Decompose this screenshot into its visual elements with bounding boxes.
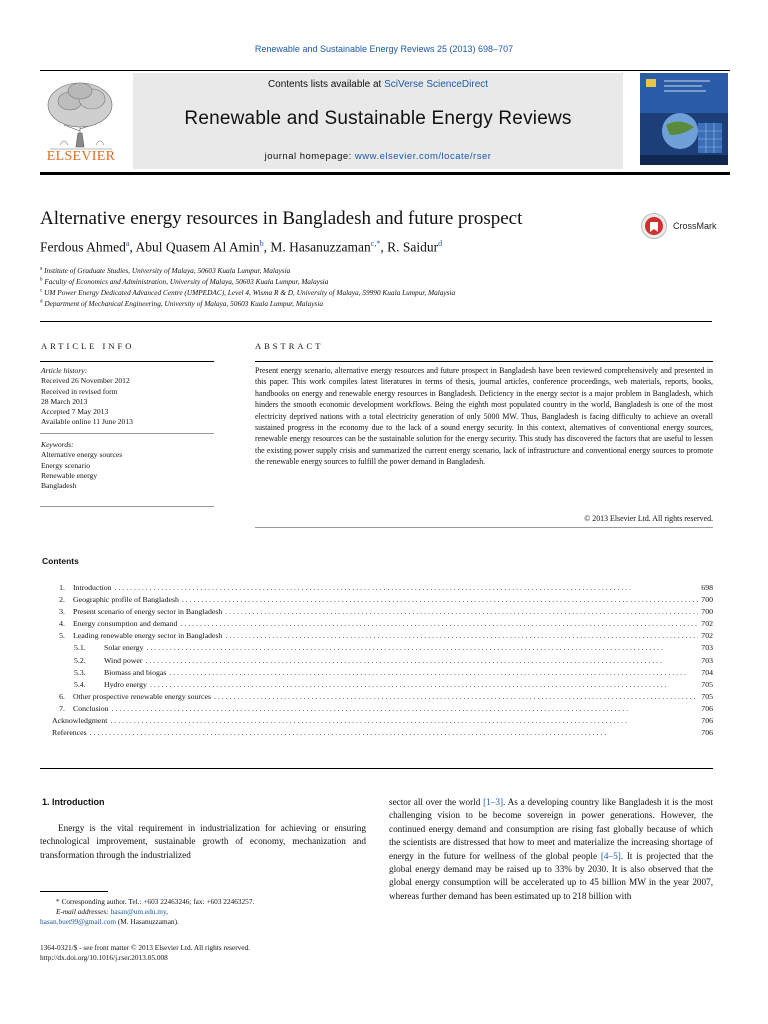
journal-title: Renewable and Sustainable Energy Reviews: [184, 108, 572, 129]
toc-entry[interactable]: [40, 643, 713, 655]
author-affiliation-marker[interactable]: c,*: [370, 239, 381, 248]
toc-entry[interactable]: [40, 583, 713, 595]
toc-entry[interactable]: [40, 668, 713, 680]
affiliation-d: [40, 299, 323, 308]
footnote-email-2: [40, 917, 366, 927]
toc-page-number[interactable]: 700: [701, 595, 713, 605]
toc-label[interactable]: Conclusion: [73, 703, 109, 713]
toc-number: 2.: [59, 595, 65, 605]
header-thick-rule: [40, 172, 730, 175]
doi-link[interactable]: http://dx.doi.org/10.1016/j.rser.2013.05.008: [40, 953, 168, 963]
author-list: [40, 239, 442, 256]
keyword: Renewable energy: [41, 470, 98, 480]
author-affiliation-marker[interactable]: b: [259, 239, 264, 248]
toc-entry[interactable]: [40, 595, 713, 607]
table-of-contents: [40, 583, 713, 740]
author-separator: ,: [380, 239, 388, 255]
journal-cover-thumbnail[interactable]: [640, 73, 728, 165]
history-label: Article history:: [41, 366, 88, 375]
front-matter-info: [40, 943, 366, 963]
homepage-prefix: journal homepage:: [264, 151, 355, 162]
toc-leader-dots: [169, 668, 698, 677]
email-link[interactable]: hasan@um.edu.my: [110, 907, 167, 917]
author-name[interactable]: R. Saidur: [387, 239, 439, 255]
info-rule: [40, 506, 214, 507]
toc-number: 6.: [59, 691, 65, 701]
toc-entry[interactable]: [40, 716, 713, 728]
affiliation-marker: d: [40, 299, 43, 305]
affiliation-text: UM Power Energy Dedicated Advanced Centre (UMPEDAC), Level 4, Wisma R & D, University of Malaya, 59990 Kuala Lumpur, Malaysia: [44, 288, 456, 297]
toc-label[interactable]: Solar energy: [104, 643, 144, 653]
toc-number: 5.1.: [74, 643, 86, 653]
toc-number: 3.: [59, 607, 65, 617]
history-line: Available online 11 June 2013: [41, 417, 133, 427]
contents-availability: [133, 79, 623, 90]
author-affiliation-marker[interactable]: a: [125, 239, 130, 248]
history-line: Received in revised form: [41, 386, 118, 396]
toc-entry[interactable]: [40, 692, 713, 704]
toc-leader-dots: [150, 680, 698, 689]
keyword: Alternative energy sources: [41, 450, 123, 460]
journal-citation[interactable]: Renewable and Sustainable Energy Reviews 25 (2013) 698–707: [254, 44, 514, 54]
toc-number: 7.: [59, 703, 65, 713]
body-text: . As a developing country like Bangladesh it is the most challenging vision to be become sovereign in power generations. However, the continued energy demand and consumption are rising fast globally because of which the scientists are distressed that how to meet and materialize the increasing shortage of energy in the future for wellness of the global people: [389, 797, 713, 861]
toc-leader-dots: [146, 643, 698, 652]
sciencedirect-link[interactable]: SciVerse ScienceDirect: [384, 79, 489, 90]
keyword: Energy scenario: [41, 460, 90, 470]
affiliation-b: [40, 277, 328, 286]
homepage-link[interactable]: www.elsevier.com/locate/rser: [354, 151, 492, 162]
footnote-emails: [40, 907, 366, 917]
toc-label[interactable]: Wind power: [104, 655, 143, 665]
intro-paragraph: Energy is the vital requirement in industrialization for achieving or ensuring technological improvement, sustainable growth of economy, mechanization and transformation through the industrialized: [40, 823, 366, 860]
crossmark-label[interactable]: CrossMark: [673, 221, 717, 231]
toc-entry[interactable]: [40, 704, 713, 716]
info-rule: [40, 433, 214, 434]
toc-leader-dots: [145, 656, 698, 665]
body-column-right: [389, 796, 713, 903]
toc-leader-dots: [225, 607, 698, 616]
toc-entry[interactable]: [40, 607, 713, 619]
contents-heading: Contents: [42, 556, 79, 566]
keywords: [41, 440, 213, 491]
toc-leader-dots: [90, 728, 699, 737]
toc-entry[interactable]: [40, 656, 713, 668]
toc-leader-dots: [225, 631, 698, 640]
toc-leader-dots: [112, 704, 699, 713]
toc-label[interactable]: Acknowledgment: [52, 716, 108, 726]
affiliation-a: [40, 266, 290, 275]
section-heading-introduction: 1. Introduction: [42, 797, 105, 807]
toc-leader-dots: [110, 716, 698, 725]
toc-label[interactable]: Present scenario of energy sector in Bangladesh: [73, 607, 223, 617]
article-info-rule: [40, 361, 214, 362]
toc-label[interactable]: Introduction: [73, 583, 112, 592]
corresponding-author-footnote: [40, 897, 366, 928]
author-separator: ,: [263, 239, 271, 255]
author-affiliation-marker[interactable]: d: [438, 239, 443, 248]
author-name[interactable]: Abul Quasem Al Amin: [135, 239, 260, 255]
toc-number: 5.: [59, 631, 65, 641]
keyword: Bangladesh: [41, 481, 77, 491]
citation-link[interactable]: [4–5]: [600, 850, 621, 861]
email-label: E-mail addresses:: [56, 907, 111, 917]
toc-number: 5.4.: [74, 679, 86, 689]
publisher-wordmark: ELSEVIER: [46, 149, 116, 164]
author-name[interactable]: Ferdous Ahmed: [40, 239, 126, 255]
history-line: Received 26 November 2012: [41, 376, 130, 386]
toc-page-number[interactable]: 702: [701, 619, 713, 629]
toc-label[interactable]: Leading renewable energy sector in Bangladesh: [73, 631, 223, 641]
author-separator: ,: [129, 239, 136, 255]
toc-number: 4.: [59, 619, 65, 629]
header-rule: [40, 70, 730, 71]
affiliation-marker: a: [40, 266, 43, 272]
toc-leader-dots: [115, 583, 699, 592]
toc-number: 1.: [59, 583, 65, 592]
toc-entry[interactable]: [40, 619, 713, 631]
email-link[interactable]: hasan.buet99@gmail.com: [40, 917, 117, 927]
toc-label[interactable]: References: [52, 728, 87, 738]
toc-page-number[interactable]: 705: [701, 679, 713, 689]
article-title: Alternative energy resources in Bangladesh and future prospect: [40, 208, 523, 229]
toc-page-number[interactable]: 706: [701, 716, 713, 726]
article-history: [41, 366, 213, 428]
toc-page-number[interactable]: 706: [701, 728, 713, 738]
toc-label[interactable]: Energy consumption and demand: [73, 619, 178, 629]
affiliation-text: Institute of Graduate Studies, University of Malaya, 50603 Kuala Lumpur, Malaysia: [44, 266, 291, 275]
body-text: . It is projected that the global energy demand may be raised up to 33% by 2030. It is also observed that the global energy consumption will be accelerated up to 45 billion MW in the year 2007, whereas further demand has been estimated up to 218 billion with: [389, 850, 713, 901]
contents-prefix: Contents lists available at: [267, 79, 385, 90]
toc-number: 5.2.: [74, 655, 86, 665]
journal-homepage: [133, 151, 623, 162]
toc-page-number[interactable]: 706: [701, 703, 713, 713]
footnote-rule: [40, 891, 108, 892]
affiliation-c: [40, 288, 455, 297]
section-divider: [40, 321, 712, 322]
abstract-rule: [255, 527, 713, 528]
footnote-contact: * Corresponding author. Tel.: +603 22463246; fax: +603 22463257.: [56, 897, 255, 906]
toc-page-number[interactable]: 703: [701, 655, 713, 665]
affiliation-marker: c: [40, 288, 43, 294]
toc-leader-dots: [182, 595, 698, 604]
abstract-rule: [255, 361, 713, 362]
toc-label[interactable]: Geographic profile of Bangladesh: [73, 595, 179, 605]
toc-number: 5.3.: [74, 667, 86, 677]
toc-page-number[interactable]: 702: [701, 631, 713, 641]
toc-label[interactable]: Hydro energy: [104, 679, 147, 689]
toc-label[interactable]: Biomass and biogas: [104, 667, 167, 677]
history-line: Accepted 7 May 2013: [41, 407, 109, 417]
email-separator: ,: [166, 907, 168, 917]
affiliation-text: Department of Mechanical Engineering, University of Malaya, 50603 Kuala Lumpur, Malaysia: [44, 299, 323, 308]
toc-leader-dots: [180, 619, 698, 628]
keywords-label: Keywords:: [41, 440, 74, 449]
affiliation-text: Faculty of Economics and Administration, University of Malaya, 50603 Kuala Lumpur, Malaysia: [44, 277, 329, 286]
body-text: sector all over the world: [389, 797, 484, 807]
section-divider: [40, 768, 713, 769]
citation-link[interactable]: [1–3]: [483, 797, 504, 807]
toc-page-number[interactable]: 704: [701, 667, 713, 677]
abstract-caption: ABSTRACT: [255, 341, 324, 351]
toc-leader-dots: [214, 692, 698, 701]
toc-entry[interactable]: [40, 728, 713, 740]
toc-page-number[interactable]: 700: [701, 607, 713, 617]
author-name[interactable]: M. Hasanuzzaman: [270, 239, 371, 255]
toc-entry[interactable]: [40, 631, 713, 643]
abstract-text: Present energy scenario, alternative energy resources and future prospect in Bangladesh have been reviewed comprehensively and presented in this paper. This work compiles latest literatures in terms of thesis, journal articles, conference proceedings, web materials, reports, books, handbooks on energy and renewable energy resources in Bangladesh. Deficiency in the energy sector is a major problem in Bangladesh, which hinders the smooth economic development workflows. Being the eighth most populated country in the world, Bangladesh is one of the most electricity deprived nations with a total electricity generation of only 5000 MW. Thus, Bangladesh is facing difficulty to achieve an overall sustained progress in the economy due to the lack of a sound energy security. In this context, alternatives of conventional energy sources, renewable energy resources can be the sustainable solution for the energy security. This study has discovered the factors that are useful to lessen the existing power supply crisis and summarized the current energy scenario, lack of infrastructure and conventional energy sources to promote the renewable energy sources to fulfill the power demand in Bangladesh.: [255, 366, 713, 467]
email-owner: (M. Hasanuzzaman).: [116, 917, 179, 927]
article-info-caption: ARTICLE INFO: [41, 341, 135, 351]
toc-page-number[interactable]: 698: [701, 583, 713, 592]
abstract-copyright: © 2013 Elsevier Ltd. All rights reserved.: [584, 514, 713, 523]
toc-page-number[interactable]: 703: [701, 643, 713, 653]
toc-label[interactable]: Other prospective renewable energy sources: [73, 691, 211, 701]
toc-entry[interactable]: [40, 680, 713, 692]
history-line: 28 March 2013: [41, 396, 88, 406]
issn-line: 1364-0321/$ - see front matter © 2013 Elsevier Ltd. All rights reserved.: [40, 943, 251, 952]
affiliation-marker: b: [40, 277, 43, 283]
toc-page-number[interactable]: 705: [701, 691, 713, 701]
